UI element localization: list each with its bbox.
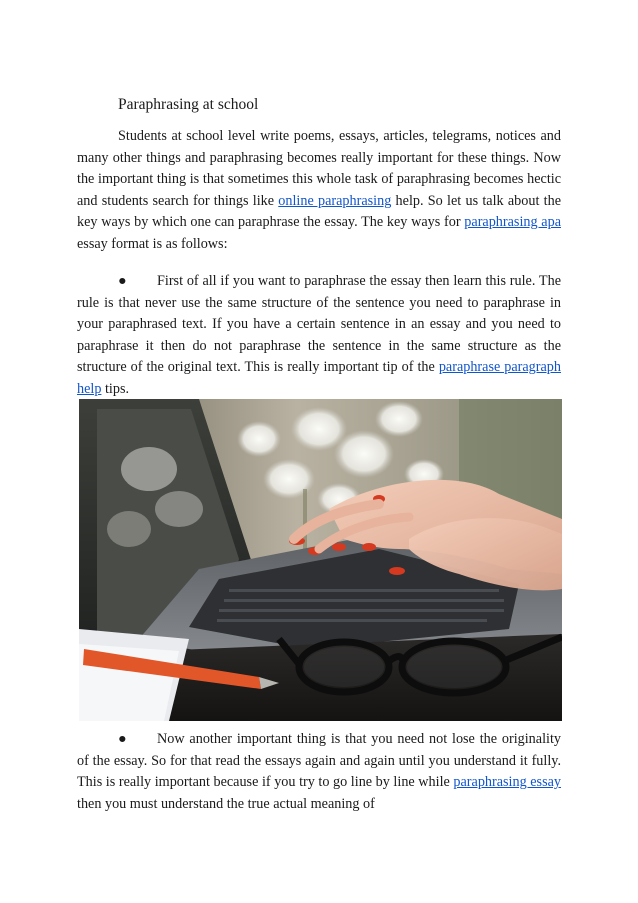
bullet2-text-part1: Now another important thing is that you need not lose the originality of the essay. So for that read the essays again and again until you understand it fully. This is really important because if you try to go line by line while xyxy=(77,731,561,791)
section-heading: Paraphrasing at school xyxy=(118,96,259,113)
intro-text-part3: essay format is as follows: xyxy=(77,235,228,252)
bullet-marker: ● xyxy=(118,731,127,747)
intro-paragraph xyxy=(77,126,561,256)
bullet2-text-part2: then you must understand the true actual meaning of xyxy=(77,795,375,812)
bullet-marker: ● xyxy=(118,273,127,289)
intro-text-part2: help. So let us talk about the key ways by which one can paraphrase the essay. The key ways for xyxy=(77,192,561,231)
bullet-paragraph-2 xyxy=(77,729,561,815)
photo-laptop-typing-icon xyxy=(79,399,562,721)
bullet1-text-part2: tips. xyxy=(101,380,130,397)
bullet1-text-part1: First of all if you want to paraphrase the essay then learn this rule. The rule is that never use the same structure of the sentence you need to paraphrase in your paraphrased text. If you have a certain sentence in an essay and you need to paraphrase it then do not paraphrase the sentence in the same structure as the structure of the original text. This is really important tip of the xyxy=(77,273,561,376)
online-paraphrasing-link[interactable]: online paraphrasing xyxy=(278,192,392,209)
laptop-typing-photo xyxy=(79,399,562,721)
bullet-paragraph-1 xyxy=(77,271,561,401)
paraphrasing-essay-link[interactable]: paraphrasing essay xyxy=(453,774,561,791)
intro-text-part1: Students at school level write poems, essays, articles, telegrams, notices and many other things and paraphrasing becomes really important for these things. Now the important thing is that sometimes this whole task of paraphrasing becomes hectic and students search for things like xyxy=(77,128,561,209)
paraphrasing-apa-link[interactable]: paraphrasing apa xyxy=(464,214,561,231)
paraphrase-paragraph-help-link[interactable]: paraphrase paragraph help xyxy=(77,359,561,397)
